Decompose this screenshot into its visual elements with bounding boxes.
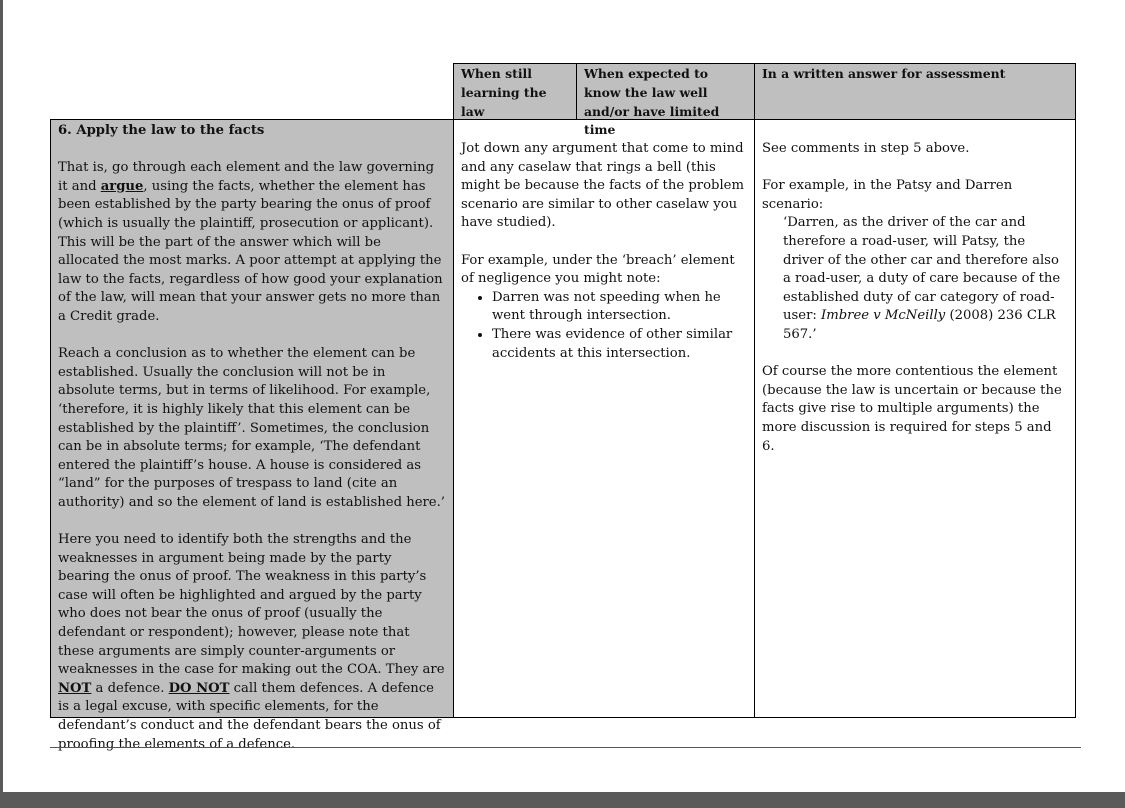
learning-paragraph-1: Jot down any argument that come to mind and any caselaw that rings a bell (this might be because the facts of the problem scenario are similar to other caselaw you have studied). bbox=[461, 141, 744, 231]
written-cell bbox=[754, 119, 1076, 718]
written-paragraph-2: For example, in the Patsy and Darren scenario: bbox=[762, 178, 1013, 212]
case-citation: Imbree v McNeilly bbox=[821, 308, 946, 324]
header-label: In a written answer for assessment bbox=[762, 66, 1006, 81]
emphasis-do-not: DO NOT bbox=[168, 680, 230, 696]
list-item: • There was evidence of other similar accidents at this intersection. bbox=[492, 326, 747, 363]
header-when-still-learning bbox=[453, 63, 577, 120]
text-run: , using the facts, whether the element has been established by the party bearing the onus of proof (which is usually the plaintiff, prosecution or applicant). This will be the part of the answer which will be allocated the most marks. A poor attempt at applying the law to the facts, regardless of how good your explanation of the law, will mean that your answer gets no more than a Credit grade. bbox=[58, 178, 443, 324]
written-paragraph-1: See comments in step 5 above. bbox=[762, 141, 970, 156]
text-run: Here you need to identify both the strengths and the weaknesses in argument being made by the party bearing the onus of proof. The weakness in this party’s case will often be highlighted and argued by the party who does not bear the onus of proof (usually the defendant or respondent); however, please note that these arguments are simply counter-arguments or weaknesses in the case for making out the COA. They are bbox=[58, 532, 445, 678]
step-paragraph-1 bbox=[58, 159, 446, 326]
step-paragraph-2: Reach a conclusion as to whether the element can be established. Usually the conclusion will not be in absolute terms, but in terms of likelihood. For example, ‘therefore, it is highly likely that this element can be established by the plaintiff’. Sometimes, the conclusion can be in absolute terms; for example, ‘The defendant entered the plaintiff’s house. A house is considered as “land” for the purposes of trespass to land (cite an authority) and so the element of land is established here.’ bbox=[58, 346, 445, 510]
list-item: • Darren was not speeding when he went through intersection. bbox=[492, 289, 747, 326]
step-title: 6. Apply the law to the facts bbox=[58, 123, 265, 138]
footer-rule bbox=[50, 747, 1081, 748]
step-6-cell bbox=[50, 119, 454, 752]
emphasis-not: NOT bbox=[58, 680, 92, 696]
text-run: ‘Darren, as the driver of the car and therefore a road-user, will Patsy, the driver of the other car and therefore also a road-user, a duty of care because of the established duty of car category of road-user: bbox=[783, 215, 1061, 324]
text-run: call them defences. A defence is a legal excuse, with specific elements, for the defendant’s conduct and the defendant bears the onus of proofing the elements of a defence. bbox=[58, 680, 441, 752]
learning-bullet-list bbox=[461, 289, 747, 363]
step-paragraph-3 bbox=[58, 531, 446, 754]
written-quote bbox=[762, 214, 1068, 344]
document-page bbox=[3, 0, 1125, 792]
written-paragraph-3: Of course the more contentious the element (because the law is uncertain or because the facts give rise to multiple arguments) the more discussion is required for steps 5 and 6. bbox=[762, 364, 1062, 454]
header-written-answer bbox=[754, 63, 1076, 120]
text-run: That is, go through each element and the law governing it and bbox=[58, 160, 435, 194]
header-label: When expected to know the law well and/or have limited time bbox=[584, 66, 720, 138]
text-run: a defence. bbox=[91, 680, 169, 696]
learning-cell bbox=[453, 119, 755, 718]
emphasis-argue: argue bbox=[100, 178, 144, 194]
text-run: (2008) 236 CLR 567.’ bbox=[783, 308, 1056, 342]
header-label: When still learning the law bbox=[461, 66, 547, 119]
header-when-expected-to-know bbox=[576, 63, 755, 138]
learning-paragraph-2: For example, under the ‘breach’ element of negligence you might note: bbox=[461, 252, 735, 287]
